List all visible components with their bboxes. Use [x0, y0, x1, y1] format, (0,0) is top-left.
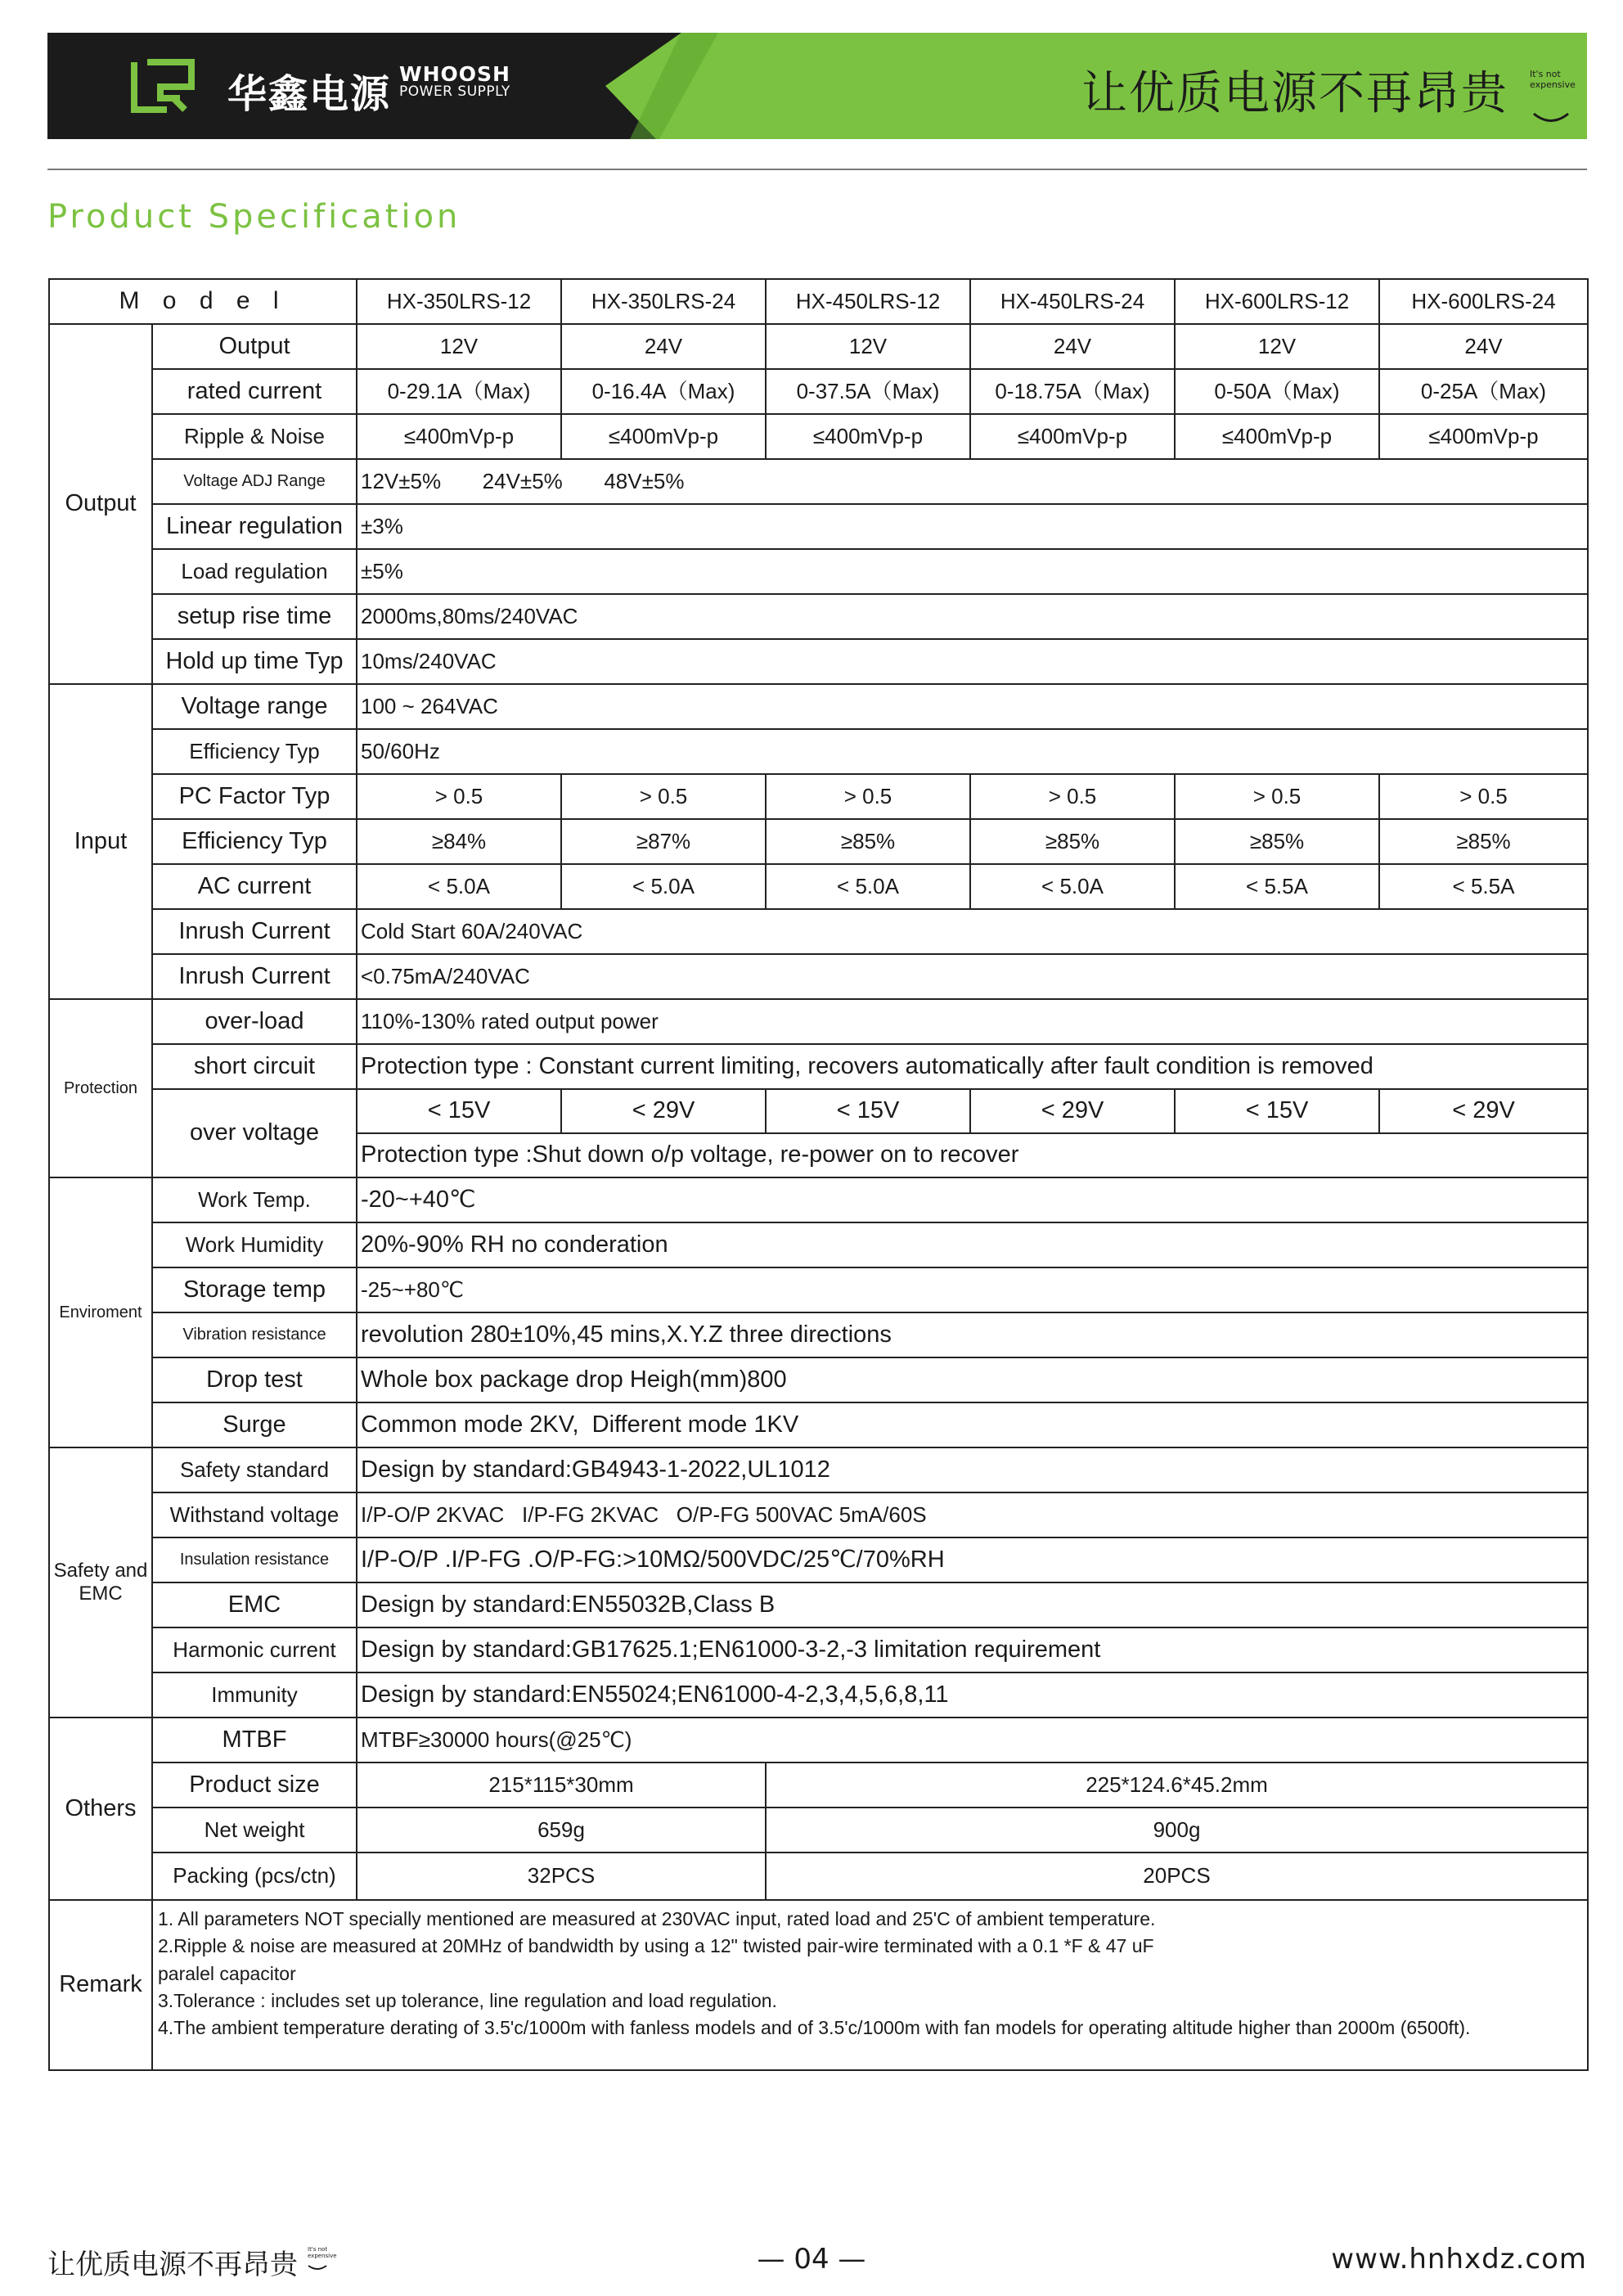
row-label: Work Temp. — [152, 1177, 357, 1222]
row-label: over-load — [152, 999, 357, 1044]
value-cell-wide: -25~+80℃ — [357, 1267, 1588, 1312]
row-label: Net weight — [152, 1808, 357, 1853]
slogan-tag-line1: It's not — [1530, 69, 1561, 79]
value-cell-wide: 10ms/240VAC — [357, 639, 1588, 684]
row-label: Safety standard — [152, 1447, 357, 1492]
row-label: EMC — [152, 1582, 357, 1627]
value-cell: < 15V — [357, 1089, 561, 1133]
table-row — [49, 639, 1588, 684]
group-label-others: Others — [49, 1717, 152, 1900]
value-cell: ≥84% — [357, 819, 561, 864]
row-label: Voltage range — [152, 684, 357, 729]
table-row — [49, 1672, 1588, 1717]
value-cell: ≥85% — [970, 819, 1175, 864]
value-cell: 32PCS — [357, 1853, 766, 1900]
row-label: Vibration resistance — [152, 1312, 357, 1357]
value-cell-wide: MTBF≥30000 hours(@25℃) — [357, 1717, 1588, 1763]
value-cell: 20PCS — [766, 1853, 1588, 1900]
value-cell-wide: Design by standard:EN55032B,Class B — [357, 1582, 1588, 1627]
row-label: Insulation resistance — [152, 1537, 357, 1582]
table-row — [49, 1044, 1588, 1089]
table-row — [49, 1357, 1588, 1402]
value-cell: ≤400mVp-p — [357, 414, 561, 459]
row-label: Output — [152, 324, 357, 369]
value-cell-wide: Protection type : Constant current limiting, recovers automatically after fault condition is removed — [357, 1044, 1588, 1089]
brand-en-line2: POWER SUPPLY — [399, 83, 510, 101]
row-label: Load regulation — [152, 549, 357, 594]
value-cell-wide: Cold Start 60A/240VAC — [357, 909, 1588, 954]
value-cell-wide: 50/60Hz — [357, 729, 1588, 774]
header-banner — [47, 33, 1587, 139]
row-label: Efficiency Typ — [152, 819, 357, 864]
model-cell: HX-350LRS-12 — [357, 279, 561, 324]
table-row — [49, 1717, 1588, 1763]
group-label-input: Input — [49, 684, 152, 999]
row-label: AC current — [152, 864, 357, 909]
value-cell-wide: 110%-130% rated output power — [357, 999, 1588, 1044]
value-cell-wide: revolution 280±10%,45 mins,X.Y.Z three directions — [357, 1312, 1588, 1357]
section-title: Product Specification — [47, 198, 461, 236]
value-cell: < 15V — [766, 1089, 970, 1133]
value-cell: 0-25A（Max) — [1379, 369, 1588, 414]
value-cell: < 15V — [1175, 1089, 1379, 1133]
value-cell-wide: Design by standard:GB17625.1;EN61000-3-2,-3 limitation requirement — [357, 1627, 1588, 1672]
spec-table — [48, 278, 1589, 2071]
table-row — [49, 1492, 1588, 1537]
table-row — [49, 819, 1588, 864]
value-cell: ≥87% — [561, 819, 766, 864]
remark-line: 4.The ambient temperature derating of 3.5'c/1000m with fanless models and of 3.5'c/1000m with fan models for operating altitude higher than 2000m (6500ft). — [158, 2017, 1471, 2039]
value-cell: ≤400mVp-p — [970, 414, 1175, 459]
value-cell: > 0.5 — [970, 774, 1175, 819]
value-cell: 215*115*30mm — [357, 1763, 766, 1808]
footer-tagline — [308, 2246, 337, 2260]
group-label-remark: Remark — [49, 1900, 152, 2070]
model-cell: HX-450LRS-24 — [970, 279, 1175, 324]
row-label: MTBF — [152, 1717, 357, 1763]
value-cell: 12V — [357, 324, 561, 369]
footer-tag-line2: expensive — [308, 2253, 337, 2260]
table-row-model — [49, 279, 1588, 324]
value-cell: ≤400mVp-p — [766, 414, 970, 459]
value-cell: 900g — [766, 1808, 1588, 1853]
row-label: rated current — [152, 369, 357, 414]
value-cell: 225*124.6*45.2mm — [766, 1763, 1588, 1808]
table-row — [49, 909, 1588, 954]
value-cell: 0-16.4A（Max) — [561, 369, 766, 414]
brand-en-line1: WHOOSH — [399, 62, 510, 86]
table-row — [49, 1447, 1588, 1492]
value-cell: 12V — [766, 324, 970, 369]
row-label: Product size — [152, 1763, 357, 1808]
value-cell-wide: Protection type :Shut down o/p voltage, re-power on to recover — [357, 1133, 1588, 1177]
table-row — [49, 1763, 1588, 1808]
table-row — [49, 324, 1588, 369]
value-cell-wide: ±3% — [357, 504, 1588, 549]
value-cell: 24V — [1379, 324, 1588, 369]
table-row — [49, 1222, 1588, 1267]
table-row — [49, 864, 1588, 909]
header-divider — [47, 169, 1587, 170]
smile-icon — [1532, 111, 1570, 123]
model-cell: HX-600LRS-12 — [1175, 279, 1379, 324]
value-cell-wide: 12V±5% 24V±5% 48V±5% — [357, 459, 1588, 504]
value-cell: < 5.0A — [357, 864, 561, 909]
brand-logo-icon — [131, 59, 195, 113]
model-cell: HX-600LRS-24 — [1379, 279, 1588, 324]
value-cell: 24V — [561, 324, 766, 369]
group-label-environment: Enviroment — [49, 1177, 152, 1447]
row-label: Harmonic current — [152, 1627, 357, 1672]
model-label: M o d e l — [49, 279, 357, 324]
table-row — [49, 1853, 1588, 1900]
value-cell: ≤400mVp-p — [1379, 414, 1588, 459]
row-label: over voltage — [152, 1089, 357, 1177]
remark-line: 1. All parameters NOT specially mentioned are measured at 230VAC input, rated load and 25'C of ambient temperature. — [158, 1908, 1156, 1929]
value-cell-wide: Design by standard:GB4943-1-2022,UL1012 — [357, 1447, 1588, 1492]
row-label: Ripple & Noise — [152, 414, 357, 459]
row-label: Drop test — [152, 1357, 357, 1402]
footer-slogan: 让优质电源不再昂贵 — [47, 2249, 298, 2281]
value-cell-wide: ±5% — [357, 549, 1588, 594]
row-label: Voltage ADJ Range — [152, 459, 357, 504]
header-slogan: 让优质电源不再昂贵 — [1081, 67, 1508, 120]
value-cell: ≥85% — [766, 819, 970, 864]
value-cell: < 5.0A — [766, 864, 970, 909]
row-label: Packing (pcs/ctn) — [152, 1853, 357, 1900]
row-label: Hold up time Typ — [152, 639, 357, 684]
table-row — [49, 774, 1588, 819]
row-label: Storage temp — [152, 1267, 357, 1312]
value-cell-wide: 2000ms,80ms/240VAC — [357, 594, 1588, 639]
value-cell: ≤400mVp-p — [561, 414, 766, 459]
group-label-output: Output — [49, 324, 152, 684]
row-label: PC Factor Typ — [152, 774, 357, 819]
brand-name-cn: 华鑫电源 — [227, 71, 392, 117]
row-label: Immunity — [152, 1672, 357, 1717]
table-row — [49, 369, 1588, 414]
table-row — [49, 729, 1588, 774]
table-row-remark — [49, 1900, 1588, 2070]
value-cell-wide: Design by standard:EN55024;EN61000-4-2,3,4,5,6,8,11 — [357, 1672, 1588, 1717]
row-label: Inrush Current — [152, 909, 357, 954]
table-row — [49, 594, 1588, 639]
value-cell: < 5.0A — [561, 864, 766, 909]
footer-website: www.hnhxdz.com — [1331, 2243, 1587, 2276]
value-cell-wide: -20~+40℃ — [357, 1177, 1588, 1222]
value-cell: 659g — [357, 1808, 766, 1853]
value-cell: ≥85% — [1175, 819, 1379, 864]
value-cell: 0-50A（Max) — [1175, 369, 1379, 414]
value-cell: > 0.5 — [357, 774, 561, 819]
value-cell-wide: Whole box package drop Heigh(mm)800 — [357, 1357, 1588, 1402]
table-row — [49, 1627, 1588, 1672]
row-label: Surge — [152, 1402, 357, 1447]
remark-line: 2.Ripple & noise are measured at 20MHz of bandwidth by using a 12" twisted pair-wire terminated with a 0.1 *F & 47 uF — [158, 1935, 1154, 1957]
table-row — [49, 1177, 1588, 1222]
model-cell: HX-350LRS-24 — [561, 279, 766, 324]
table-row — [49, 1582, 1588, 1627]
value-cell: ≤400mVp-p — [1175, 414, 1379, 459]
table-row — [49, 1808, 1588, 1853]
row-label: Inrush Current — [152, 954, 357, 999]
table-row — [49, 1312, 1588, 1357]
page-number: — 04 — — [757, 2243, 866, 2276]
table-row — [49, 1089, 1588, 1133]
model-cell: HX-450LRS-12 — [766, 279, 970, 324]
table-row — [49, 954, 1588, 999]
value-cell: < 5.0A — [970, 864, 1175, 909]
value-cell: > 0.5 — [1379, 774, 1588, 819]
value-cell: < 5.5A — [1379, 864, 1588, 909]
value-cell: 0-37.5A（Max) — [766, 369, 970, 414]
table-row — [49, 1402, 1588, 1447]
table-row — [49, 414, 1588, 459]
value-cell-wide: 20%-90% RH no conderation — [357, 1222, 1588, 1267]
group-label-protection: Protection — [49, 999, 152, 1177]
table-row — [49, 459, 1588, 504]
row-label: Efficiency Typ — [152, 729, 357, 774]
row-label: Withstand voltage — [152, 1492, 357, 1537]
value-cell: 12V — [1175, 324, 1379, 369]
value-cell-wide: I/P-O/P 2KVAC I/P-FG 2KVAC O/P-FG 500VAC 5mA/60S — [357, 1492, 1588, 1537]
value-cell: ≥85% — [1379, 819, 1588, 864]
value-cell: 0-18.75A（Max) — [970, 369, 1175, 414]
slogan-tag-line2: expensive — [1530, 79, 1576, 91]
table-row — [49, 1267, 1588, 1312]
value-cell: < 29V — [561, 1089, 766, 1133]
remark-text — [152, 1900, 1588, 2070]
row-label: Linear regulation — [152, 504, 357, 549]
value-cell-wide: I/P-O/P .I/P-FG .O/P-FG:>10MΩ/500VDC/25℃/70%RH — [357, 1537, 1588, 1582]
value-cell: < 29V — [970, 1089, 1175, 1133]
value-cell-wide: 100 ~ 264VAC — [357, 684, 1588, 729]
remark-line: 3.Tolerance : includes set up tolerance, line regulation and load regulation. — [158, 1990, 777, 2012]
row-label: short circuit — [152, 1044, 357, 1089]
value-cell: < 29V — [1379, 1089, 1588, 1133]
table-row — [49, 999, 1588, 1044]
brand-name-en — [399, 64, 510, 100]
value-cell-wide: <0.75mA/240VAC — [357, 954, 1588, 999]
footer-tag-line1: It's not — [308, 2246, 328, 2253]
row-label: Work Humidity — [152, 1222, 357, 1267]
table-row — [49, 1537, 1588, 1582]
value-cell: < 5.5A — [1175, 864, 1379, 909]
table-row — [49, 549, 1588, 594]
remark-line: paralel capacitor — [158, 1962, 296, 1984]
smile-icon — [308, 2264, 327, 2271]
value-cell: 24V — [970, 324, 1175, 369]
table-row — [49, 684, 1588, 729]
value-cell: > 0.5 — [1175, 774, 1379, 819]
row-label: setup rise time — [152, 594, 357, 639]
slogan-tagline — [1530, 69, 1576, 90]
value-cell: > 0.5 — [766, 774, 970, 819]
value-cell: 0-29.1A（Max) — [357, 369, 561, 414]
value-cell: > 0.5 — [561, 774, 766, 819]
value-cell-wide: Common mode 2KV, Different mode 1KV — [357, 1402, 1588, 1447]
table-row — [49, 504, 1588, 549]
group-label-safety: Safety and EMC — [49, 1447, 152, 1717]
